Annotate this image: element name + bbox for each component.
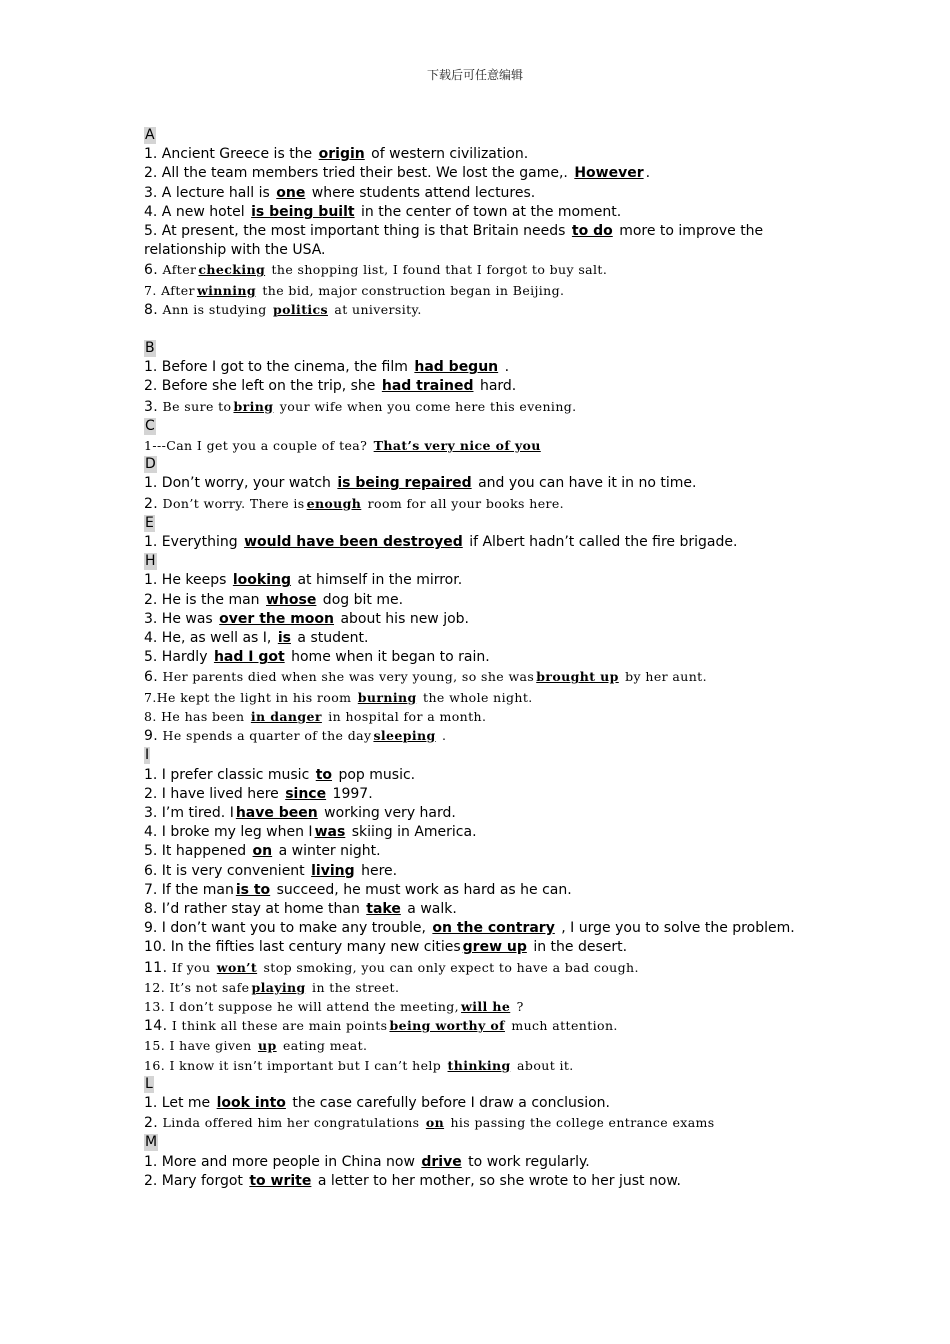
question-line: 8. He has been in danger in hospital for a month. [144, 708, 487, 724]
answer: had I got [213, 649, 285, 666]
answer: was [314, 824, 346, 841]
question-line: 3. Be sure to bring your wife when you come here this evening. [144, 398, 577, 415]
question-line: 2. Linda offered him her congratulations on his passing the college entrance exams [144, 1115, 715, 1132]
question-line: 1. Before I got to the cinema, the film had begun . [144, 359, 510, 376]
question-line: 11. If you won’t stop smoking, you can only expect to have a bad cough. [144, 959, 639, 976]
question-line: 3. A lecture hall is one where students attend lectures. [144, 184, 536, 201]
question-line: 1---Can I get you a couple of tea? That’s very nice of you [144, 438, 541, 454]
question-line: 5. At present, the most important thing is that Britain needs to do more to improve the relationship with the USA. [144, 223, 764, 259]
section-label-h: H [145, 553, 156, 570]
answer: on [252, 843, 273, 860]
answer: being worthy of [389, 1018, 505, 1034]
section-label-c: C [145, 417, 155, 434]
answer: playing [251, 979, 306, 995]
answer: living [311, 862, 355, 879]
question-line: 7. If the man is to succeed, he must work as hard as he can. [144, 881, 572, 898]
section-label-m: M [145, 1134, 158, 1151]
question-line: 2. I have lived here since 1997. [144, 785, 373, 802]
section-label-d: D [145, 456, 156, 473]
answer: is to [235, 881, 271, 898]
question-line: 4. I broke my leg when I was skiing in America. [144, 824, 477, 841]
question-line: 1. Don’t worry, your watch is being repaired and you can have it in no time. [144, 475, 697, 492]
question-line: 6. It is very convenient living here. [144, 862, 398, 879]
answer: up [257, 1038, 277, 1054]
answer: That’s very nice of you [373, 438, 541, 454]
section-label-l: L [145, 1075, 153, 1092]
question-line: 7.He kept the light in his room burning the whole night. [144, 689, 533, 705]
answer: origin [318, 146, 365, 163]
question-line: 1. Ancient Greece is the origin of western civilization. [144, 146, 529, 163]
question-line: 12. It’s not safe playing in the street. [144, 979, 400, 995]
answer: one [276, 184, 306, 201]
answer: look into [216, 1094, 286, 1111]
answer: bring [233, 398, 274, 414]
page-header: 下载后可任意编辑 [426, 68, 523, 82]
question-line: 2. He is the man whose dog bit me. [144, 591, 404, 608]
answer: won’t [216, 959, 258, 975]
answer: grew up [462, 939, 527, 956]
question-line: 2. Before she left on the trip, she had trained hard. [144, 378, 517, 395]
answer: winning [196, 282, 256, 298]
question-line: 2. Mary forgot to write a letter to her mother, so she wrote to her just now. [144, 1172, 681, 1189]
question-line: 10. In the fifties last century many new cities grew up in the desert. [144, 939, 628, 956]
question-line: 1. More and more people in China now drive to work regularly. [144, 1153, 590, 1170]
answer: take [366, 900, 401, 917]
question-line: 1. Let me look into the case carefully before I draw a conclusion. [144, 1094, 610, 1111]
section-label-b: B [145, 340, 155, 357]
answer: sleeping [373, 728, 436, 744]
question-line: 5. Hardly had I got home when it began to rain. [144, 649, 490, 666]
answer: have been [235, 804, 318, 821]
answer: had begun [414, 359, 499, 376]
answer: whose [266, 591, 317, 608]
answer: enough [306, 495, 362, 511]
answer: drive [421, 1153, 462, 1170]
question-line: 1. Everything would have been destroyed if Albert hadn’t called the fire brigade. [144, 534, 738, 551]
question-line: 7. After winning the bid, major construction began in Beijing. [144, 282, 565, 298]
section-label-e: E [145, 514, 154, 531]
question-line: 3. I’m tired. I have been working very hard. [144, 804, 456, 821]
question-line: 4. He, as well as I, is a student. [144, 630, 369, 647]
question-line: 9. I don’t want you to make any trouble, on the contrary , I urge you to solve the problem. [144, 920, 795, 937]
question-line: 9. He spends a quarter of the day sleeping . [144, 728, 447, 745]
answer: since [285, 785, 327, 802]
answer: on [425, 1115, 445, 1131]
question-line: 1. I prefer classic music to pop music. [144, 766, 416, 783]
answer: over the moon [219, 610, 335, 627]
answer: looking [232, 572, 292, 589]
question-line: 15. I have given up eating meat. [144, 1038, 368, 1054]
answer: will he [461, 998, 511, 1014]
section-label-a: A [145, 127, 155, 143]
answer: is [277, 630, 291, 647]
question-line: 16. I know it isn’t important but I can’t help thinking about it. [144, 1057, 574, 1073]
answer: is being built [251, 203, 355, 220]
document-body [144, 126, 814, 1191]
question-line: 5. It happened on a winter night. [144, 843, 381, 860]
question-line: 3. He was over the moon about his new job. [144, 610, 469, 627]
answer: to [315, 766, 333, 783]
answer: burning [357, 689, 417, 705]
answer: would have been destroyed [244, 534, 463, 551]
question-line: 2. Don’t worry. There is enough room for all your books here. [144, 495, 565, 512]
question-line: 6. After checking the shopping list, I found that I forgot to buy salt. [144, 262, 608, 279]
question-line: 8. I’d rather stay at home than take a walk. [144, 900, 457, 917]
answer: in danger [250, 708, 322, 724]
section-label-i: I [145, 747, 150, 764]
question-line: 1. He keeps looking at himself in the mirror. [144, 572, 463, 589]
answer: thinking [447, 1057, 511, 1073]
answer: to do [571, 223, 613, 240]
question-line: 2. All the team members tried their best. We lost the game,. However . [144, 165, 651, 182]
answer: is being repaired [337, 475, 472, 492]
question-line: 4. A new hotel is being built in the center of town at the moment. [144, 203, 622, 220]
answer: to write [249, 1172, 312, 1189]
answer: politics [273, 301, 328, 317]
question-line: 8. Ann is studying politics at university. [144, 301, 422, 318]
question-line: 13. I don’t suppose he will attend the meeting, will he ? [144, 998, 524, 1014]
question-line: 14. I think all these are main points being worthy of much attention. [144, 1018, 618, 1035]
question-line: 6. Her parents died when she was very young, so she was brought up by her aunt. [144, 669, 707, 686]
answer: had trained [381, 378, 474, 395]
answer: brought up [536, 669, 619, 685]
answer: checking [198, 262, 266, 278]
answer: on the contrary [432, 920, 555, 937]
answer: However [574, 165, 644, 182]
